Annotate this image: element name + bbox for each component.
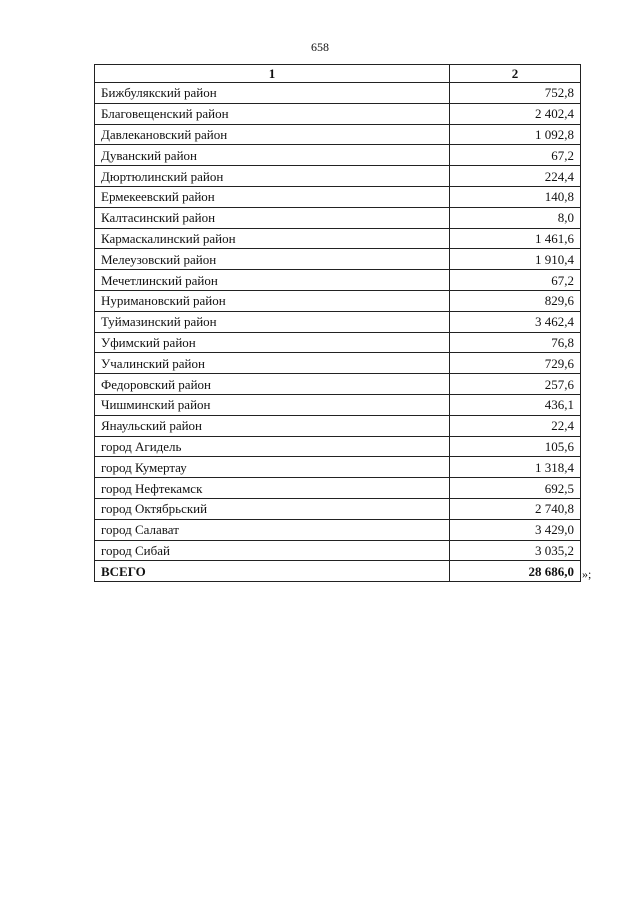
row-name: Дуванский район <box>95 145 450 166</box>
row-name: Учалинский район <box>95 353 450 374</box>
row-value: 105,6 <box>450 436 581 457</box>
row-value: 692,5 <box>450 478 581 499</box>
row-name: город Салават <box>95 519 450 540</box>
row-name: Чишминский район <box>95 394 450 415</box>
table-row <box>95 415 581 436</box>
row-name: Благовещенский район <box>95 103 450 124</box>
row-name: Дюртюлинский район <box>95 166 450 187</box>
row-name: Давлекановский район <box>95 124 450 145</box>
row-value: 1 910,4 <box>450 249 581 270</box>
row-value: 829,6 <box>450 290 581 311</box>
total-label: ВСЕГО <box>95 561 450 582</box>
row-name: Федоровский район <box>95 374 450 395</box>
table-row <box>95 436 581 457</box>
row-value: 1 318,4 <box>450 457 581 478</box>
row-value: 257,6 <box>450 374 581 395</box>
table-row <box>95 270 581 291</box>
row-name: Нуримановский район <box>95 290 450 311</box>
row-value: 67,2 <box>450 270 581 291</box>
data-table <box>94 64 581 582</box>
table-row <box>95 83 581 104</box>
row-name: город Сибай <box>95 540 450 561</box>
column-header-1: 1 <box>95 65 450 83</box>
table-row <box>95 166 581 187</box>
row-name: Мечетлинский район <box>95 270 450 291</box>
table-header-row <box>95 65 581 83</box>
row-name: город Нефтекамск <box>95 478 450 499</box>
row-value: 1 092,8 <box>450 124 581 145</box>
table-row <box>95 540 581 561</box>
table-row <box>95 332 581 353</box>
table-row <box>95 374 581 395</box>
table-row <box>95 228 581 249</box>
row-name: город Агидель <box>95 436 450 457</box>
row-name: Мелеузовский район <box>95 249 450 270</box>
row-value: 3 462,4 <box>450 311 581 332</box>
row-value: 2 740,8 <box>450 498 581 519</box>
table-row <box>95 311 581 332</box>
table-row <box>95 186 581 207</box>
closing-quote-mark: »; <box>582 567 592 581</box>
row-value: 67,2 <box>450 145 581 166</box>
table-row <box>95 498 581 519</box>
row-value: 8,0 <box>450 207 581 228</box>
row-value: 3 429,0 <box>450 519 581 540</box>
table-body <box>95 83 581 582</box>
page-number: 658 <box>311 40 329 54</box>
row-name: город Кумертау <box>95 457 450 478</box>
row-value: 76,8 <box>450 332 581 353</box>
table-row <box>95 290 581 311</box>
row-name: Бижбулякский район <box>95 83 450 104</box>
row-name: Янаульский район <box>95 415 450 436</box>
table-row <box>95 457 581 478</box>
row-value: 3 035,2 <box>450 540 581 561</box>
row-value: 140,8 <box>450 186 581 207</box>
table-row <box>95 519 581 540</box>
table-row <box>95 249 581 270</box>
row-name: Калтасинский район <box>95 207 450 228</box>
table-row <box>95 124 581 145</box>
row-value: 22,4 <box>450 415 581 436</box>
row-value: 224,4 <box>450 166 581 187</box>
table-row <box>95 394 581 415</box>
row-value: 729,6 <box>450 353 581 374</box>
total-value: 28 686,0 <box>450 561 581 582</box>
table-row <box>95 103 581 124</box>
row-name: Ермекеевский район <box>95 186 450 207</box>
row-name: Уфимский район <box>95 332 450 353</box>
table-row <box>95 145 581 166</box>
row-name: город Октябрьский <box>95 498 450 519</box>
table-row <box>95 478 581 499</box>
table-row <box>95 353 581 374</box>
row-name: Туймазинский район <box>95 311 450 332</box>
row-name: Кармаскалинский район <box>95 228 450 249</box>
total-row <box>95 561 581 582</box>
row-value: 1 461,6 <box>450 228 581 249</box>
table-row <box>95 207 581 228</box>
row-value: 752,8 <box>450 83 581 104</box>
row-value: 2 402,4 <box>450 103 581 124</box>
row-value: 436,1 <box>450 394 581 415</box>
column-header-2: 2 <box>450 65 581 83</box>
